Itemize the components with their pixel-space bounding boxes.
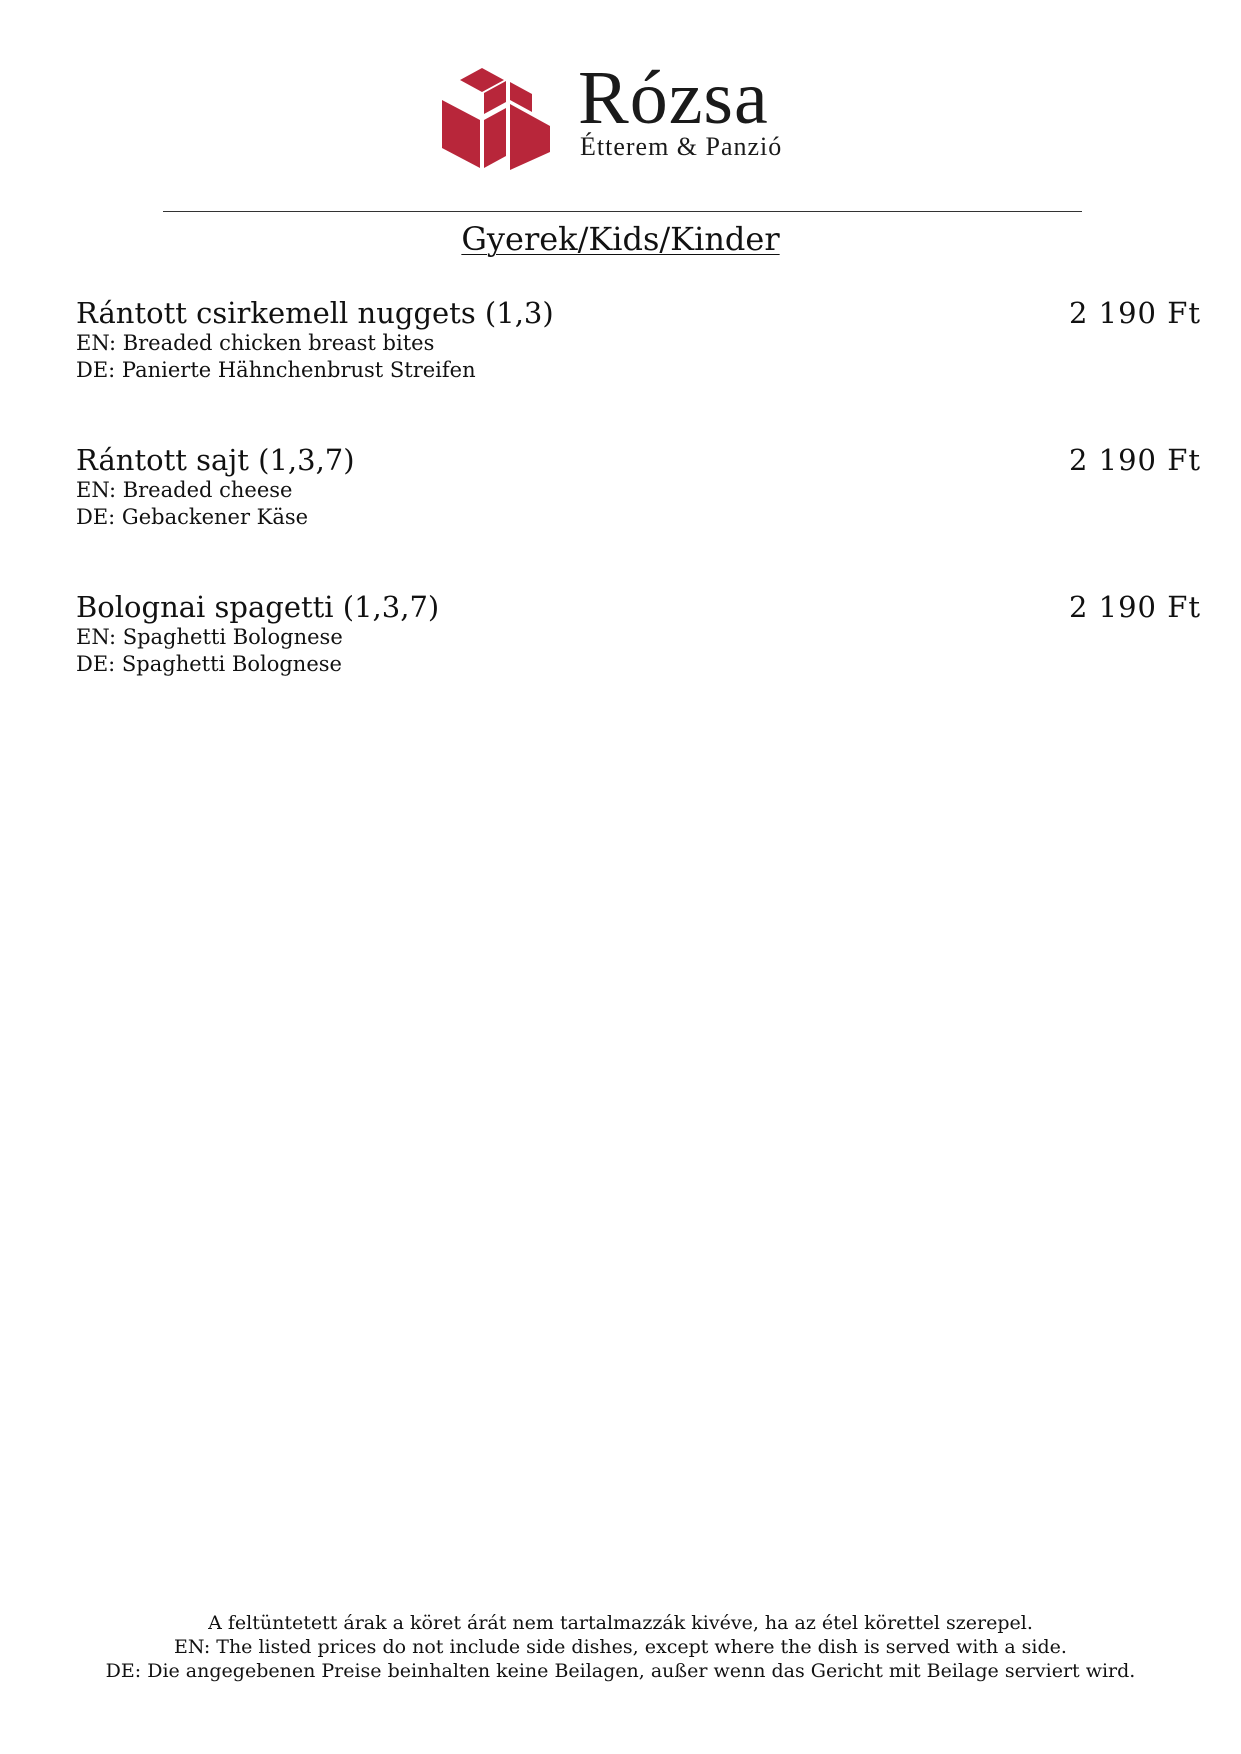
disclaimer-en: EN: The listed prices do not include side dishes, except where the dish is served with a side. [174, 1636, 1067, 1658]
disclaimer-de: DE: Die angegebenen Preise beinhalten keine Beilagen, außer wenn das Gericht mit Beilage serviert wird. [105, 1660, 1136, 1682]
section-title [0, 219, 1241, 259]
item-price: 2 190 Ft [1068, 443, 1201, 477]
item-name: Rántott sajt (1,3,7) [76, 443, 355, 477]
rose-blocks-icon [440, 60, 560, 180]
price-disclaimer [0, 1611, 1241, 1683]
section-title-text: Gyerek/Kids/Kinder [461, 220, 780, 258]
item-name: Bolognai spagetti (1,3,7) [76, 590, 440, 624]
brand-logo [440, 56, 810, 180]
brand-subtitle: Étterem & Panzió [580, 132, 783, 161]
item-translation-de: DE: Gebackener Käse [76, 505, 309, 529]
item-translation-de: DE: Panierte Hähnchenbrust Streifen [76, 358, 476, 382]
disclaimer-hu: A feltüntetett árak a köret árát nem tartalmazzák kivéve, ha az étel körettel szerepel. [208, 1612, 1033, 1634]
item-translation-de: DE: Spaghetti Bolognese [76, 652, 342, 676]
header-divider [163, 211, 1082, 212]
item-name: Rántott csirkemell nuggets (1,3) [76, 296, 554, 330]
item-translation-en: EN: Breaded chicken breast bites [76, 331, 435, 355]
item-price: 2 190 Ft [1068, 296, 1201, 330]
item-translation-en: EN: Spaghetti Bolognese [76, 625, 343, 649]
item-price: 2 190 Ft [1068, 590, 1201, 624]
item-translation-en: EN: Breaded cheese [76, 478, 293, 502]
brand-name: Rózsa [578, 56, 769, 140]
